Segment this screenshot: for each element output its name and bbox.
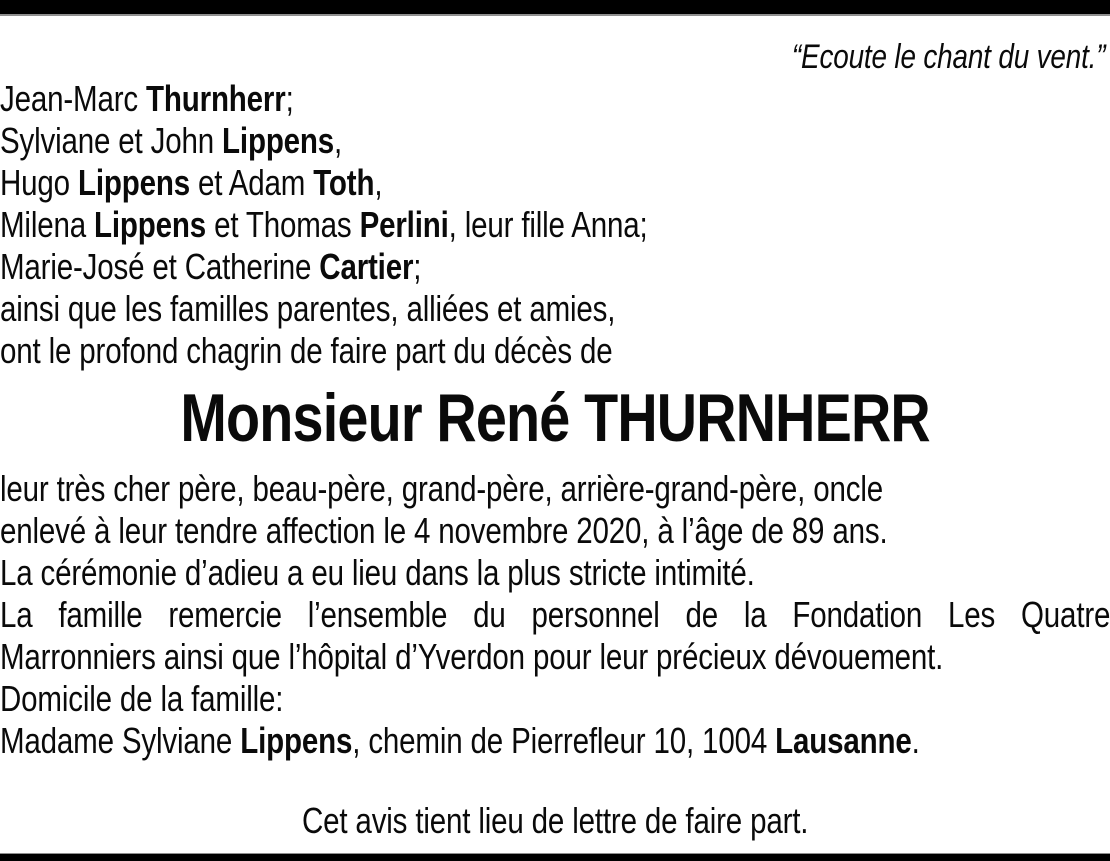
family-line-7: ont le profond chagrin de faire part du décès de bbox=[0, 330, 613, 371]
bottom-divider-bar bbox=[0, 853, 1110, 861]
domicile-label: Domicile de la famille: bbox=[0, 678, 284, 719]
family-line-5: Marie-José et Catherine Cartier; bbox=[0, 246, 422, 287]
top-divider-bar bbox=[0, 0, 1110, 16]
notice-content bbox=[0, 16, 1110, 842]
closing-line: Cet avis tient lieu de lettre de faire part. bbox=[301, 800, 809, 841]
memorial-quote: “Ecoute le chant du vent.” bbox=[791, 38, 1106, 76]
family-line-2: Sylviane et John Lippens, bbox=[0, 120, 343, 161]
address-line: Madame Sylviane Lippens, chemin de Pierrefleur 10, 1004 Lausanne. bbox=[0, 720, 920, 761]
family-line-6: ainsi que les familles parentes, alliées et amies, bbox=[0, 288, 616, 329]
body-line-1: leur très cher père, beau-père, grand-père, arrière-grand-père, oncle bbox=[0, 468, 883, 509]
body-line-2: enlevé à leur tendre affection le 4 novembre 2020, à l’âge de 89 ans. bbox=[0, 510, 888, 551]
family-line-1: Jean-Marc Thurnherr; bbox=[0, 78, 294, 119]
deceased-name-title: Monsieur René THURNHERR bbox=[180, 380, 930, 456]
family-line-4: Milena Lippens et Thomas Perlini, leur fille Anna; bbox=[0, 204, 648, 245]
announcement-paragraph bbox=[0, 468, 1110, 762]
family-line-3: Hugo Lippens et Adam Toth, bbox=[0, 162, 383, 203]
body-line-3: La cérémonie d’adieu a eu lieu dans la plus stricte intimité. bbox=[0, 552, 755, 593]
thanks-line-1: La famille remercie l’ensemble du personnel de la Fondation Les Quatre bbox=[0, 594, 1110, 635]
thanks-line-2: Marronniers ainsi que l’hôpital d’Yverdon pour leur précieux dévouement. bbox=[0, 636, 944, 677]
